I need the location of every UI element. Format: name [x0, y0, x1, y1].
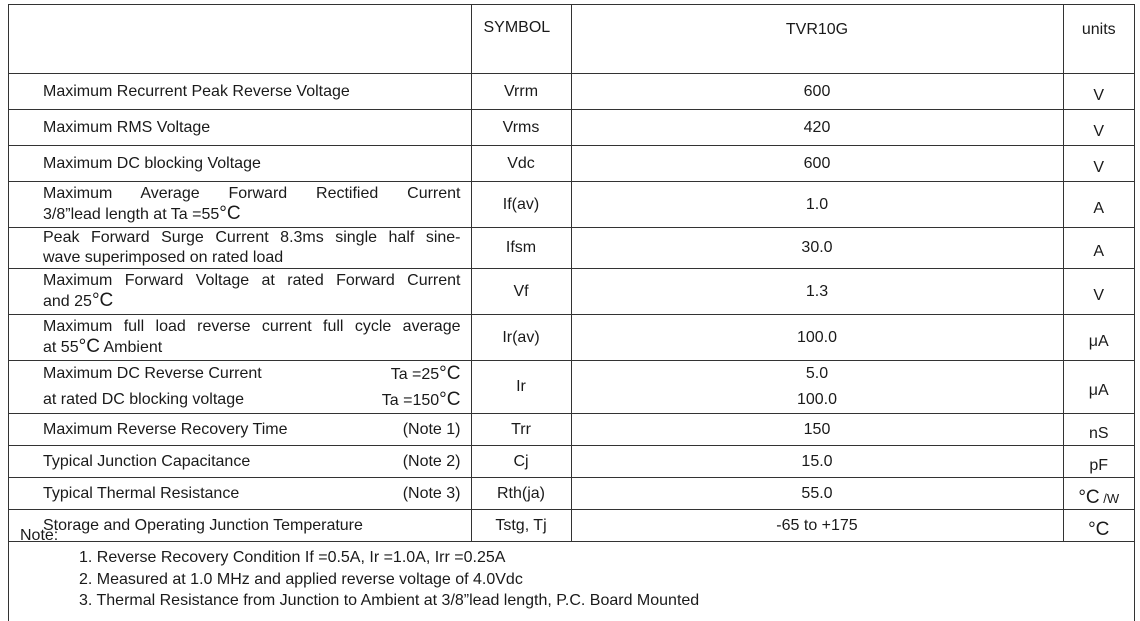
row-description: [9, 315, 471, 361]
table-row: [9, 446, 1134, 478]
electrical-characteristics-table: [9, 5, 1134, 542]
row-description: [9, 228, 471, 269]
row-description: [9, 269, 471, 315]
table-row: [9, 110, 1134, 146]
row-description: Maximum Reverse Recovery Time (Note 1): [9, 414, 471, 446]
row-value: 1.0: [571, 182, 1063, 228]
test-condition: Ta =150°C: [381, 389, 461, 410]
row-unit: V: [1063, 146, 1134, 182]
row-value: 420: [571, 110, 1063, 146]
row-description: [9, 361, 471, 414]
row-value-2: 100.0: [796, 391, 838, 408]
row-description: Maximum Recurrent Peak Reverse Voltage: [9, 74, 471, 110]
row-description: [9, 182, 471, 228]
row-symbol: Tstg, Tj: [471, 510, 571, 542]
row-unit: V: [1063, 110, 1134, 146]
table-row: [9, 414, 1134, 446]
row-description: Typical Junction Capacitance (Note 2): [9, 446, 471, 478]
row-description-line1: Peak Forward Surge Current 8.3ms single half sine-: [43, 229, 461, 246]
row-unit: μA: [1063, 315, 1134, 361]
row-description-line2: wave superimposed on rated load: [43, 249, 284, 266]
table-row: [9, 510, 1134, 542]
row-value: 15.0: [571, 446, 1063, 478]
row-symbol: Ifsm: [471, 228, 571, 269]
row-unit: V: [1063, 269, 1134, 315]
row-unit: °C /W: [1063, 478, 1134, 510]
note-reference: (Note 2): [402, 452, 461, 470]
row-description-line1: Maximum Forward Voltage at rated Forward Current: [43, 272, 461, 289]
table-row: [9, 361, 1134, 414]
row-description-line2: and 25°C: [43, 290, 114, 311]
note-item: 3. Thermal Resistance from Junction to Ambient at 3/8”lead length, P.C. Board Mounted: [79, 592, 700, 609]
row-value: 55.0: [571, 478, 1063, 510]
notes-title: Note:: [20, 527, 59, 544]
row-description: Maximum DC blocking Voltage: [9, 146, 471, 182]
row-value: 100.0: [571, 315, 1063, 361]
row-description: Maximum RMS Voltage: [9, 110, 471, 146]
row-description-line1: Maximum Average Forward Rectified Current: [43, 185, 461, 202]
row-description: Storage and Operating Junction Temperature: [9, 510, 471, 542]
row-unit: nS: [1063, 414, 1134, 446]
row-symbol: Vrms: [471, 110, 571, 146]
row-value: 600: [571, 146, 1063, 182]
spec-sheet: [8, 4, 1135, 621]
row-symbol: Vf: [471, 269, 571, 315]
notes-list: [79, 547, 699, 612]
header-units: units: [1063, 5, 1134, 74]
table-row: [9, 478, 1134, 510]
row-description-line1: Maximum DC Reverse Current Ta =25°C: [43, 361, 461, 387]
note-item: 2. Measured at 1.0 MHz and applied reverse voltage of 4.0Vdc: [79, 570, 523, 588]
table-row: [9, 315, 1134, 361]
row-unit: A: [1063, 182, 1134, 228]
row-symbol: Cj: [471, 446, 571, 478]
table-header-row: [9, 5, 1134, 74]
row-value: 600: [571, 74, 1063, 110]
table-row: [9, 146, 1134, 182]
table-row: [9, 74, 1134, 110]
row-symbol: Ir(av): [471, 315, 571, 361]
header-blank: [9, 5, 471, 74]
row-description: Typical Thermal Resistance (Note 3): [9, 478, 471, 510]
row-description-line2: at rated DC blocking voltage Ta =150°C: [43, 387, 461, 413]
row-value-1: 5.0: [805, 365, 829, 382]
degree-celsius: °C: [78, 336, 100, 357]
row-symbol: Trr: [471, 414, 571, 446]
row-symbol: Vrrm: [471, 74, 571, 110]
row-symbol: Vdc: [471, 146, 571, 182]
row-unit: pF: [1063, 446, 1134, 478]
row-value: -65 to +175: [571, 510, 1063, 542]
row-symbol: Rth(ja): [471, 478, 571, 510]
table-row: [9, 228, 1134, 269]
row-symbol: If(av): [471, 182, 571, 228]
table-row: [9, 182, 1134, 228]
row-unit: V: [1063, 74, 1134, 110]
row-description-line2: 3/8”lead length at Ta =55°C: [43, 203, 241, 224]
row-value: 150: [571, 414, 1063, 446]
table-row: [9, 269, 1134, 315]
note-item: 1. Reverse Recovery Condition If =0.5A, Ir =1.0A, Irr =0.25A: [79, 549, 506, 566]
test-condition: Ta =25°C: [390, 363, 461, 384]
note-reference: (Note 1): [402, 420, 461, 438]
header-symbol: SYMBOL: [471, 5, 571, 74]
row-unit: °C: [1063, 510, 1134, 542]
row-unit: A: [1063, 228, 1134, 269]
row-unit: μA: [1063, 361, 1134, 414]
row-value: 30.0: [571, 228, 1063, 269]
degree-celsius: °C: [91, 290, 114, 311]
row-value: [571, 361, 1063, 414]
note-reference: (Note 3): [402, 484, 461, 502]
row-value: 1.3: [571, 269, 1063, 315]
header-part-number: TVR10G: [571, 5, 1063, 74]
row-symbol: Ir: [471, 361, 571, 414]
degree-celsius: °C: [219, 203, 241, 224]
row-description-line1: Maximum full load reverse current full cycle average: [43, 318, 461, 335]
row-description-line2: at 55°C Ambient: [43, 336, 163, 357]
